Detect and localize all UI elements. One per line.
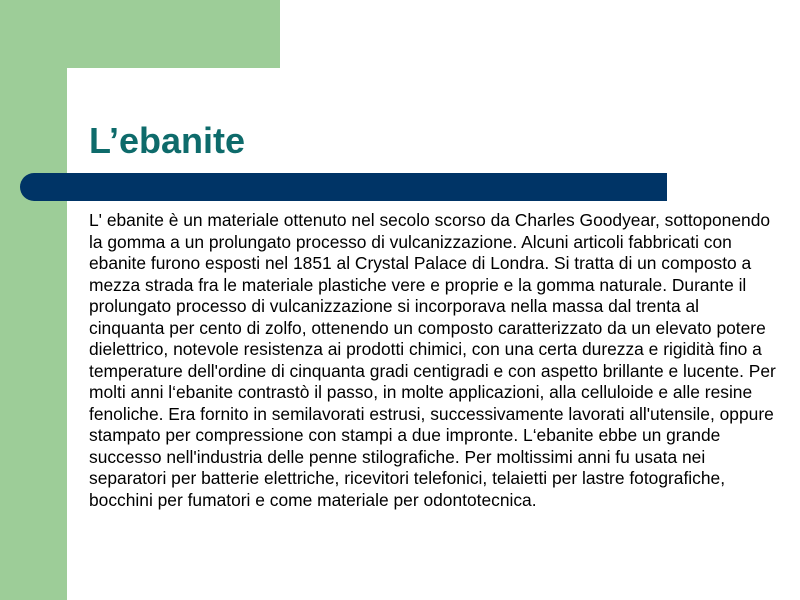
slide-body-text: L' ebanite è un materiale ottenuto nel secolo scorso da Charles Goodyear, sottoponendo la gomma a un prolungato processo di vulcanizzazione. Alcuni articoli fabbricati con ebanite furono esposti nel 1851 al Crystal Palace di Londra. Si tratta di un composto a mezza strada fra le materiale plastiche vere e proprie e la gomma naturale. Durante il prolungato processo di vulcanizzazione si incorporava nella massa dal trenta al cinquanta per cento di zolfo, ottenendo un composto caratterizzato da un elevato potere dielettrico, notevole resistenza ai prodotti chimici, con una certa durezza e rigidità fino a temperature dell'ordine di cinquanta gradi centigradi e con aspetto brillante e lucente. Per molti anni l‘ebanite contrastò il passo, in molte applicazioni, alla celluloide e alle resine fenoliche. Era fornito in semilavorati estrusi, successivamente lavorati all'utensile, oppure stampato per compressione con stampi a due impronte. L‘ebanite ebbe un grande successo nell'industria delle penne stilografiche. Per moltissimi anni fu usata nei separatori per batterie elettriche, ricevitori telefonici, telaietti per lastre fotografiche, bocchini per fumatori e come materiale per odontotecnica.: [89, 210, 776, 510]
slide-title: L’ebanite: [89, 120, 246, 161]
title-underline-bar: [20, 173, 667, 201]
decorative-green-band-left: [0, 0, 67, 600]
